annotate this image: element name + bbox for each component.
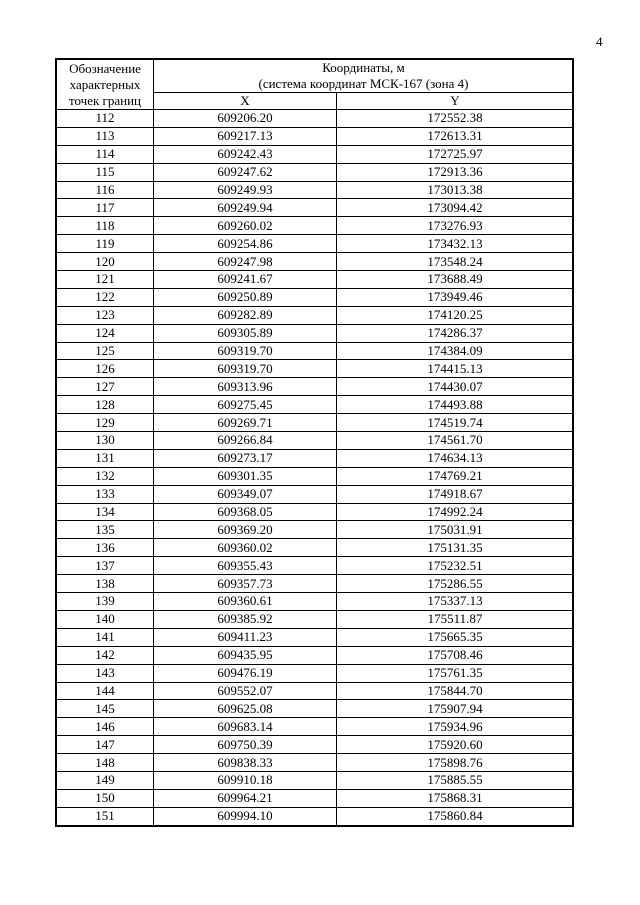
y-coordinate-cell: 175920.60	[337, 736, 574, 754]
x-coordinate-cell: 609411.23	[154, 628, 337, 646]
point-designation-header-line-2: характерных	[69, 76, 141, 92]
coordinates-title: Координаты, м	[322, 60, 405, 75]
table-row	[57, 789, 574, 807]
x-coordinate-cell: 609260.02	[154, 217, 337, 235]
y-coordinate-cell: 175860.84	[337, 807, 574, 825]
table-row	[57, 396, 574, 414]
table-row	[57, 217, 574, 235]
point-number-cell: 150	[57, 789, 154, 807]
x-coordinate-cell: 609301.35	[154, 467, 337, 485]
table-row	[57, 539, 574, 557]
x-coordinate-cell: 609385.92	[154, 610, 337, 628]
point-number-cell: 116	[57, 181, 154, 199]
x-coordinate-cell: 609249.94	[154, 199, 337, 217]
table-row	[57, 253, 574, 271]
y-coordinate-cell: 173094.42	[337, 199, 574, 217]
point-designation-header-line-3: точек границ	[68, 92, 142, 108]
table-row	[57, 127, 574, 145]
point-number-cell: 151	[57, 807, 154, 825]
point-number-cell: 149	[57, 771, 154, 789]
x-coordinate-cell: 609254.86	[154, 235, 337, 253]
point-number-cell: 129	[57, 414, 154, 432]
point-number-cell: 115	[57, 163, 154, 181]
x-coordinate-cell: 609269.71	[154, 414, 337, 432]
y-coordinate-cell: 175868.31	[337, 789, 574, 807]
table-row	[57, 754, 574, 772]
table-row	[57, 557, 574, 575]
table-row	[57, 342, 574, 360]
y-coordinate-cell: 174430.07	[337, 378, 574, 396]
table-row	[57, 360, 574, 378]
x-coordinate-cell: 609838.33	[154, 754, 337, 772]
table-row	[57, 610, 574, 628]
x-coordinate-cell: 609247.98	[154, 253, 337, 271]
y-coordinate-cell: 173432.13	[337, 235, 574, 253]
x-column-header: X	[154, 93, 337, 110]
x-coordinate-cell: 609625.08	[154, 700, 337, 718]
y-coordinate-cell: 173949.46	[337, 288, 574, 306]
table-row	[57, 163, 574, 181]
x-coordinate-cell: 609319.70	[154, 360, 337, 378]
point-number-cell: 145	[57, 700, 154, 718]
table-row	[57, 181, 574, 199]
y-coordinate-cell: 174519.74	[337, 414, 574, 432]
y-coordinate-cell: 174918.67	[337, 485, 574, 503]
y-coordinate-cell: 174992.24	[337, 503, 574, 521]
point-number-cell: 135	[57, 521, 154, 539]
x-coordinate-cell: 609349.07	[154, 485, 337, 503]
point-number-cell: 142	[57, 646, 154, 664]
table-row	[57, 485, 574, 503]
table-row	[57, 324, 574, 342]
table-row	[57, 593, 574, 611]
point-number-cell: 126	[57, 360, 154, 378]
boundary-coordinates-table	[56, 59, 574, 826]
table-row	[57, 807, 574, 825]
y-coordinate-cell: 175232.51	[337, 557, 574, 575]
y-coordinate-cell: 172613.31	[337, 127, 574, 145]
x-coordinate-cell: 609206.20	[154, 110, 337, 128]
y-coordinate-cell: 175907.94	[337, 700, 574, 718]
x-coordinate-cell: 609435.95	[154, 646, 337, 664]
point-number-cell: 141	[57, 628, 154, 646]
y-coordinate-cell: 175337.13	[337, 593, 574, 611]
x-coordinate-cell: 609368.05	[154, 503, 337, 521]
table-row	[57, 736, 574, 754]
y-coordinate-cell: 172913.36	[337, 163, 574, 181]
point-number-cell: 128	[57, 396, 154, 414]
table-row	[57, 467, 574, 485]
y-coordinate-cell: 173688.49	[337, 271, 574, 289]
x-coordinate-cell: 609305.89	[154, 324, 337, 342]
point-number-cell: 137	[57, 557, 154, 575]
y-coordinate-cell: 175031.91	[337, 521, 574, 539]
y-coordinate-cell: 175934.96	[337, 718, 574, 736]
point-number-cell: 146	[57, 718, 154, 736]
y-coordinate-cell: 175844.70	[337, 682, 574, 700]
x-coordinate-cell: 609369.20	[154, 521, 337, 539]
y-coordinate-cell: 173013.38	[337, 181, 574, 199]
table-body	[57, 110, 574, 826]
x-coordinate-cell: 609249.93	[154, 181, 337, 199]
page-number: 4	[596, 34, 603, 49]
table-row	[57, 521, 574, 539]
table-row	[57, 306, 574, 324]
y-coordinate-cell: 174286.37	[337, 324, 574, 342]
table-row	[57, 199, 574, 217]
point-number-cell: 132	[57, 467, 154, 485]
point-number-cell: 122	[57, 288, 154, 306]
y-coordinate-cell: 174384.09	[337, 342, 574, 360]
table-row	[57, 771, 574, 789]
y-coordinate-cell: 173276.93	[337, 217, 574, 235]
table-row	[57, 235, 574, 253]
point-designation-header-line-1: Обозначение	[69, 60, 141, 76]
x-coordinate-cell: 609552.07	[154, 682, 337, 700]
point-number-cell: 148	[57, 754, 154, 772]
table-row	[57, 503, 574, 521]
table-row	[57, 414, 574, 432]
point-number-cell: 118	[57, 217, 154, 235]
x-coordinate-cell: 609910.18	[154, 771, 337, 789]
y-coordinate-cell: 172725.97	[337, 145, 574, 163]
table-row	[57, 378, 574, 396]
y-coordinate-cell: 175665.35	[337, 628, 574, 646]
x-coordinate-cell: 609355.43	[154, 557, 337, 575]
y-coordinate-cell: 174634.13	[337, 449, 574, 467]
point-number-cell: 131	[57, 449, 154, 467]
y-coordinate-cell: 173548.24	[337, 253, 574, 271]
y-coordinate-cell: 175708.46	[337, 646, 574, 664]
point-number-cell: 119	[57, 235, 154, 253]
point-number-cell: 114	[57, 145, 154, 163]
table-row	[57, 575, 574, 593]
coordinates-header	[154, 60, 574, 93]
x-coordinate-cell: 609241.67	[154, 271, 337, 289]
table-row	[57, 718, 574, 736]
x-coordinate-cell: 609994.10	[154, 807, 337, 825]
table-row	[57, 682, 574, 700]
x-coordinate-cell: 609242.43	[154, 145, 337, 163]
point-number-cell: 134	[57, 503, 154, 521]
y-coordinate-cell: 175898.76	[337, 754, 574, 772]
point-number-cell: 113	[57, 127, 154, 145]
y-coordinate-cell: 175511.87	[337, 610, 574, 628]
coordinate-system: (система координат МСК-167 (зона 4)	[258, 76, 469, 91]
point-number-cell: 120	[57, 253, 154, 271]
point-number-cell: 139	[57, 593, 154, 611]
table-row	[57, 145, 574, 163]
point-number-cell: 143	[57, 664, 154, 682]
point-number-cell: 138	[57, 575, 154, 593]
x-coordinate-cell: 609750.39	[154, 736, 337, 754]
x-coordinate-cell: 609273.17	[154, 449, 337, 467]
y-column-header: Y	[337, 93, 574, 110]
y-coordinate-cell: 175286.55	[337, 575, 574, 593]
table-row	[57, 432, 574, 450]
point-number-cell: 123	[57, 306, 154, 324]
y-coordinate-cell: 175761.35	[337, 664, 574, 682]
x-coordinate-cell: 609282.89	[154, 306, 337, 324]
y-coordinate-cell: 175885.55	[337, 771, 574, 789]
y-coordinate-cell: 174561.70	[337, 432, 574, 450]
x-coordinate-cell: 609357.73	[154, 575, 337, 593]
table-row	[57, 664, 574, 682]
x-coordinate-cell: 609360.02	[154, 539, 337, 557]
x-coordinate-cell: 609360.61	[154, 593, 337, 611]
x-coordinate-cell: 609476.19	[154, 664, 337, 682]
table-row	[57, 628, 574, 646]
table-row	[57, 449, 574, 467]
y-coordinate-cell: 172552.38	[337, 110, 574, 128]
y-coordinate-cell: 174415.13	[337, 360, 574, 378]
x-coordinate-cell: 609217.13	[154, 127, 337, 145]
point-number-cell: 125	[57, 342, 154, 360]
point-number-cell: 130	[57, 432, 154, 450]
x-coordinate-cell: 609247.62	[154, 163, 337, 181]
table-row	[57, 271, 574, 289]
point-number-cell: 121	[57, 271, 154, 289]
x-coordinate-cell: 609250.89	[154, 288, 337, 306]
point-number-cell: 133	[57, 485, 154, 503]
table-row	[57, 646, 574, 664]
point-designation-header	[57, 60, 154, 110]
x-coordinate-cell: 609319.70	[154, 342, 337, 360]
x-coordinate-cell: 609266.84	[154, 432, 337, 450]
table-row	[57, 110, 574, 128]
y-coordinate-cell: 175131.35	[337, 539, 574, 557]
point-number-cell: 140	[57, 610, 154, 628]
y-coordinate-cell: 174493.88	[337, 396, 574, 414]
x-coordinate-cell: 609275.45	[154, 396, 337, 414]
point-number-cell: 124	[57, 324, 154, 342]
x-coordinate-cell: 609683.14	[154, 718, 337, 736]
y-coordinate-cell: 174120.25	[337, 306, 574, 324]
point-number-cell: 112	[57, 110, 154, 128]
point-number-cell: 144	[57, 682, 154, 700]
y-coordinate-cell: 174769.21	[337, 467, 574, 485]
point-number-cell: 147	[57, 736, 154, 754]
point-number-cell: 117	[57, 199, 154, 217]
x-coordinate-cell: 609313.96	[154, 378, 337, 396]
point-number-cell: 127	[57, 378, 154, 396]
point-number-cell: 136	[57, 539, 154, 557]
table-row	[57, 700, 574, 718]
x-coordinate-cell: 609964.21	[154, 789, 337, 807]
table-header	[57, 60, 574, 110]
table-row	[57, 288, 574, 306]
